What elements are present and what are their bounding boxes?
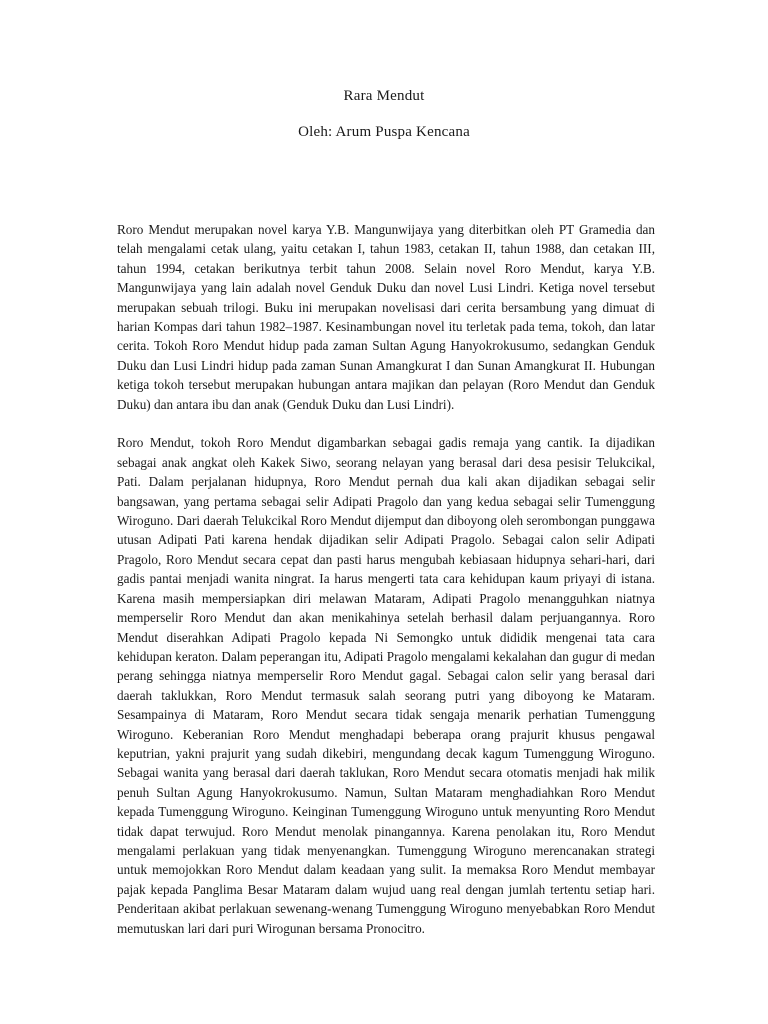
paragraph-intro: Roro Mendut merupakan novel karya Y.B. Mangunwijaya yang diterbitkan oleh PT Gramedia dan telah mengalami cetak ulang, yaitu cetakan I, tahun 1983, cetakan II, tahun 1988, dan cetakan III, tahun 1994, cetakan berikutnya terbit tahun 2008. Selain novel Roro Mendut, karya Y.B. Mangunwijaya yang lain adalah novel Genduk Duku dan novel Lusi Lindri. Ketiga novel tersebut merupakan sebuah trilogi. Buku ini merupakan novelisasi dari cerita bersambung yang dimuat di harian Kompas dari tahun 1982–1987. Kesinambungan novel itu terletak pada tema, tokoh, dan latar cerita. Tokoh Roro Mendut hidup pada zaman Sultan Agung Hanyokrokusumo, sedangkan Genduk Duku dan Lusi Lindri hidup pada zaman Sunan Amangkurat I dan Sunan Amangkurat II. Hubungan ketiga tokoh tersebut merupakan hubungan antara majikan dan pelayan (Roro Mendut dan Genduk Duku) dan antara ibu dan anak (Genduk Duku dan Lusi Lindri).: [117, 222, 655, 412]
paragraph-character: Roro Mendut, tokoh Roro Mendut digambarkan sebagai gadis remaja yang cantik. Ia dijadikan sebagai anak angkat oleh Kakek Siwo, seorang nelayan yang berasal dari desa pesisir Telukcikal, Pati. Dalam perjalanan hidupnya, Roro Mendut pernah dua kali akan dijadikan sebagai selir bangsawan, yang pertama sebagai selir Adipati Pragolo dan yang kedua sebagai selir Tumenggung Wiroguno. Dari daerah Telukcikal Roro Mendut dijemput dan diboyong oleh serombongan punggawa utusan Adipati Pati karena hendak dijadikan selir Adipati Pragolo. Sebagai calon selir Adipati Pragolo, Roro Mendut secara cepat dan pasti harus mengubah kebiasaan hidupnya sehari-hari, dari gadis pantai menjadi wanita ningrat. Ia harus mengerti tata cara kehidupan kaum priyayi di istana. Karena masih mempersiapkan diri melawan Mataram, Adipati Pragolo menangguhkan niatnya memperselir Roro Mendut dan akan menikahinya setelah berhasil dalam perjuangannya. Roro Mendut diserahkan Adipati Pragolo kepada Ni Semongko untuk dididik mengenai tata cara kehidupan keraton. Dalam peperangan itu, Adipati Pragolo mengalami kekalahan dan gugur di medan perang sehingga niatnya memperselir Roro Mendut gagal. Sebagai calon selir yang berasal dari daerah taklukkan, Roro Mendut termasuk salah seorang putri yang diboyong ke Mataram. Sesampainya di Mataram, Roro Mendut secara tidak sengaja menarik perhatian Tumenggung Wiroguno. Keberanian Roro Mendut menghadapi beberapa orang prajurit khusus pengawal keputrian, yakni prajurit yang sudah dikebiri, mengundang decak kagum Tumenggung Wiroguno. Sebagai wanita yang berasal dari daerah taklukan, Roro Mendut secara otomatis menjadi hak milik penuh Sultan Agung Hanyokrokusumo. Namun, Sultan Mataram menghadiahkan Roro Mendut kepada Tumenggung Wiroguno. Keinginan Tumenggung Wiroguno untuk menyunting Roro Mendut tidak dapat terwujud. Roro Mendut menolak pinangannya. Karena penolakan itu, Roro Mendut mengalami perlakuan yang tidak menyenangkan. Tumenggung Wiroguno merencanakan strategi untuk memojokkan Roro Mendut dalam keadaan yang sulit. Ia memaksa Roro Mendut membayar pajak kepada Panglima Besar Mataram dalam wujud uang real dengan jumlah tertentu setiap hari. Penderitaan akibat perlakuan sewenang-wenang Tumenggung Wiroguno menyebabkan Roro Mendut memutuskan lari dari puri Wirogunan bersama Pronocitro.: [117, 435, 655, 936]
document-body: [117, 220, 655, 938]
document-title: Rara Mendut: [343, 88, 425, 104]
document-author: Oleh: Arum Puspa Kencana: [298, 124, 470, 140]
